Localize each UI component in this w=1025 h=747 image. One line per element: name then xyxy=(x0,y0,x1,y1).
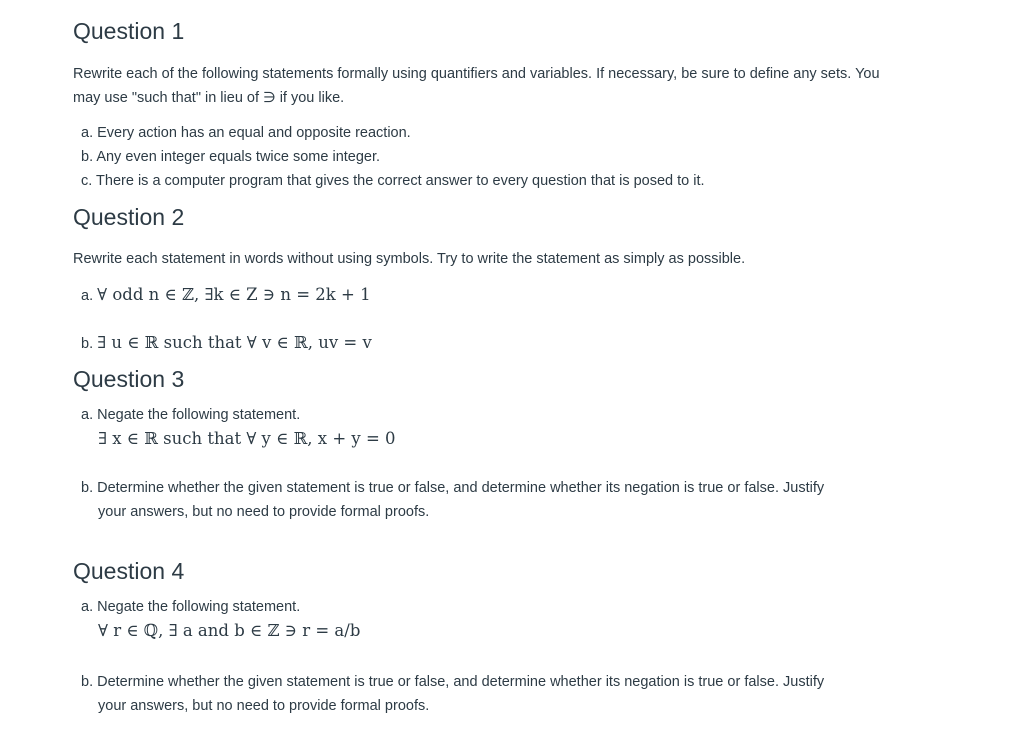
question-2-title: Question 2 xyxy=(73,204,185,230)
question-1-item-c: c. There is a computer program that gives the correct answer to every question that is posed to it. xyxy=(81,173,705,189)
question-3-item-a xyxy=(81,403,911,451)
question-2-item-b-math: ∃ u ∈ ℝ such that ∀ v ∈ ℝ, uv = v xyxy=(97,333,372,352)
question-3-item-a-text: a. Negate the following statement. xyxy=(81,407,301,423)
question-1-title: Question 1 xyxy=(73,18,185,44)
question-3-title: Question 3 xyxy=(73,366,185,392)
question-3-item-b xyxy=(81,476,911,524)
question-4-item-a-text: a. Negate the following statement. xyxy=(81,599,301,615)
question-3-item-b-text: b. Determine whether the given statement is true or false, and determine whether its negation is true or false. Justify xyxy=(81,480,825,496)
question-3-item-a-math: ∃ x ∈ ℝ such that ∀ y ∈ ℝ, x + y = 0 xyxy=(98,429,396,448)
question-2-item-a xyxy=(81,283,911,308)
question-1-item-b: b. Any even integer equals twice some integer. xyxy=(81,149,381,165)
question-2-item-b xyxy=(81,331,911,356)
question-4-item-a-math: ∀ r ∈ ℚ, ∃ a and b ∈ ℤ ∋ r = a/b xyxy=(98,621,361,640)
question-2-item-a-math: ∀ odd n ∈ ℤ, ∃k ∈ Z ∋ n = 2k + 1 xyxy=(97,285,371,304)
question-3-item-b-text-2: your answers, but no need to provide formal proofs. xyxy=(98,504,430,520)
question-2-item-a-label: a. xyxy=(81,288,94,304)
question-1-intro: Rewrite each of the following statements formally using quantifiers and variables. If necessary, be sure to define any sets. You may use "such that" in lieu of ∋ if you like. xyxy=(73,66,880,106)
question-4-item-b-text-2: your answers, but no need to provide formal proofs. xyxy=(98,698,430,714)
question-4-item-b xyxy=(81,670,911,718)
question-4-item-b-text: b. Determine whether the given statement is true or false, and determine whether its negation is true or false. Justify xyxy=(81,674,825,690)
question-1-item-a: a. Every action has an equal and opposite reaction. xyxy=(81,125,411,141)
question-4-title: Question 4 xyxy=(73,558,185,584)
question-2-item-b-label: b. xyxy=(81,336,94,352)
question-4-item-a xyxy=(81,595,911,643)
question-2-intro: Rewrite each statement in words without using symbols. Try to write the statement as simply as possible. xyxy=(73,251,746,267)
